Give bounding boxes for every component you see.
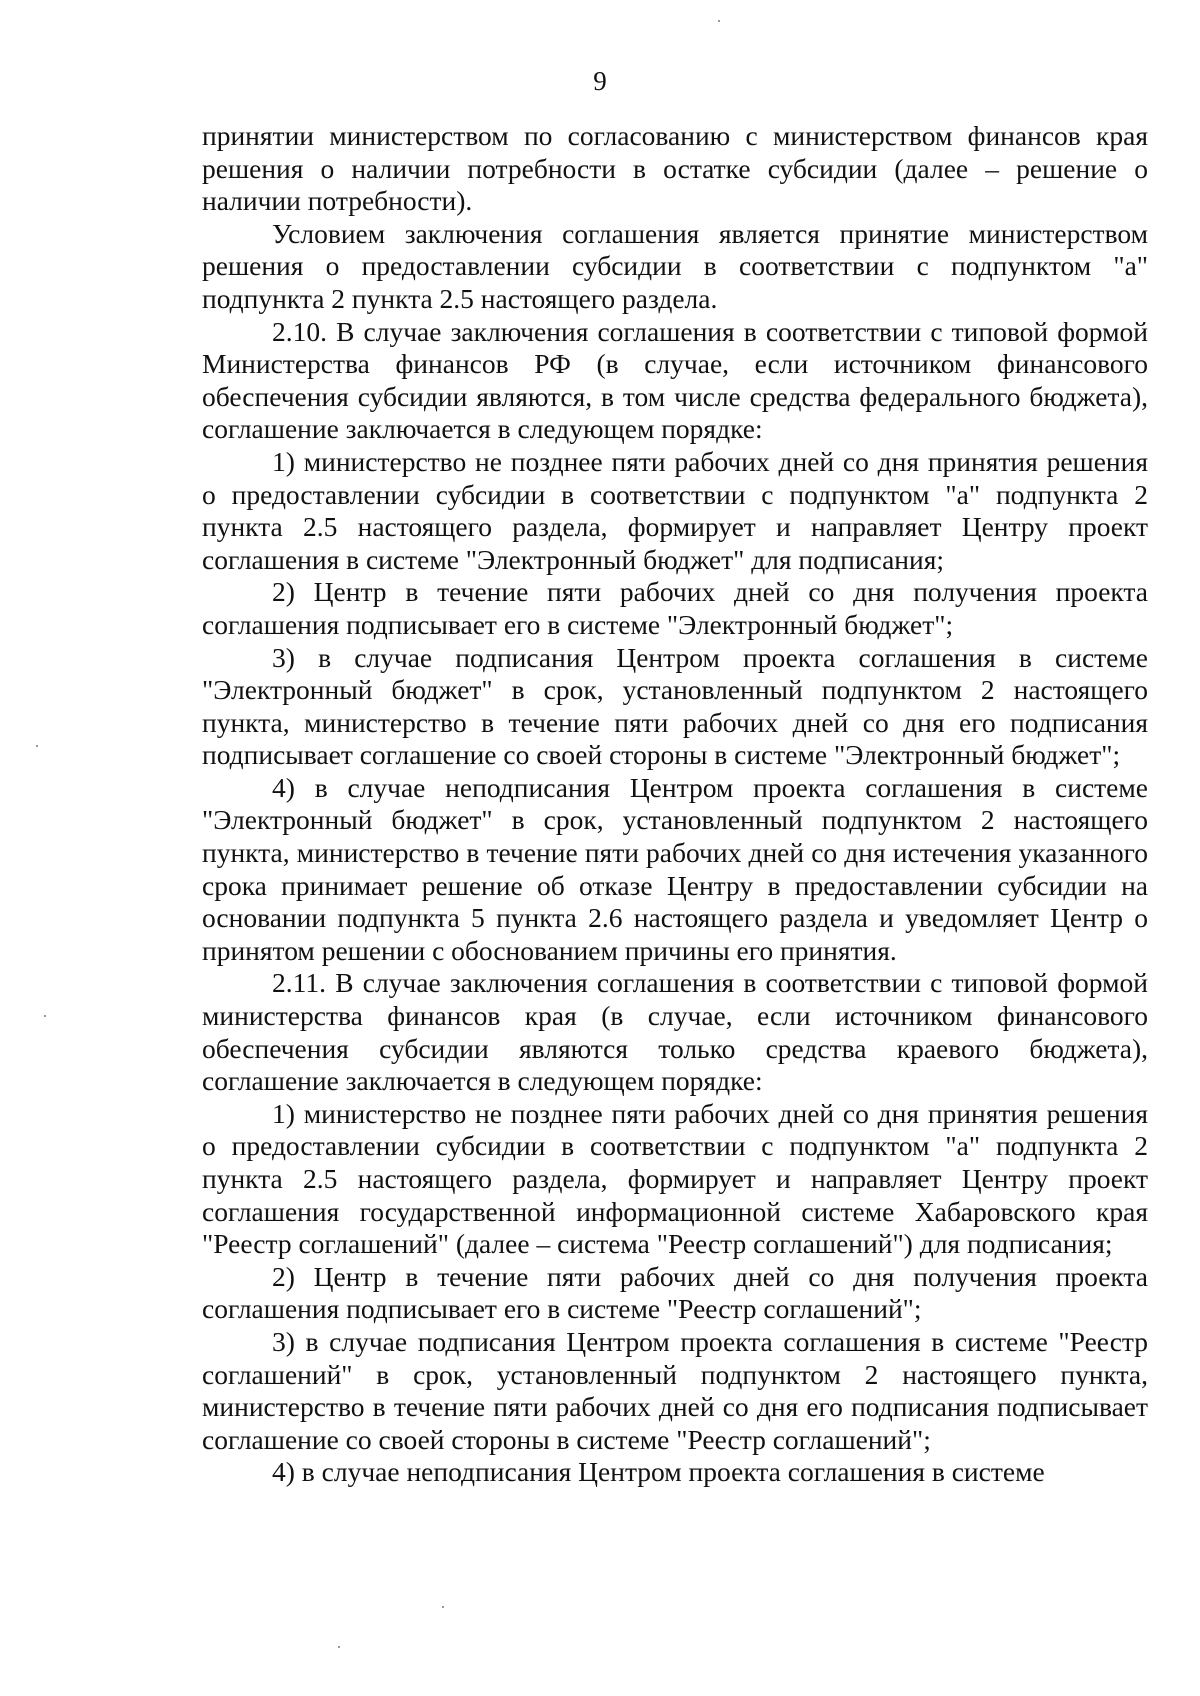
paragraph-2-11: 2.11. В случае заключения соглашения в соответствии с типовой формой министерства финансов края (в случае, если источником финансового обеспечения субсидии являются только средства краевого бюджета), соглашение заключается в следующем порядке:	[202, 967, 1148, 1097]
paragraph-2-10-item-1: 1) министерство не позднее пяти рабочих дней со дня принятия решения о предоставлении субсидии в соответствии с подпунктом "а" подпункта 2 пункта 2.5 настоящего раздела, формирует и направляет Центру проект соглашения в системе "Электронный бюджет" для подписания;	[202, 445, 1148, 575]
document-body	[202, 120, 1148, 1489]
scan-speck	[718, 20, 720, 22]
paragraph-condition: Условием заключения соглашения является принятие министерством решения о предоставлении субсидии в соответствии с подпунктом "а" подпункта 2 пункта 2.5 настоящего раздела.	[202, 217, 1148, 314]
paragraph-2-11-item-4: 4) в случае неподписания Центром проекта соглашения в системе	[272, 1456, 1045, 1488]
paragraph-continuation: принятии министерством по согласованию с министерством финансов края решения о наличии потребности в остатке субсидии (далее – решение о наличии потребности).	[202, 120, 1148, 217]
page-number: 9	[593, 66, 607, 96]
scan-speck	[36, 745, 38, 747]
paragraph-2-10-item-2: 2) Центр в течение пяти рабочих дней со дня получения проекта соглашения подписывает его в системе "Электронный бюджет";	[202, 576, 1148, 640]
scan-speck	[44, 1015, 46, 1017]
scan-speck	[442, 1606, 444, 1608]
paragraph-2-11-item-1: 1) министерство не позднее пяти рабочих дней со дня принятия решения о предоставлении субсидии в соответствии с подпунктом "а" подпункта 2 пункта 2.5 настоящего раздела, формирует и направляет Центру проект соглашения государственной информационной системе Хабаровского края "Реестр соглашений" (далее – система "Реестр соглашений") для подписания;	[202, 1097, 1148, 1260]
paragraph-2-11-item-2: 2) Центр в течение пяти рабочих дней со дня получения проекта соглашения подписывает его в системе "Реестр соглашений";	[202, 1260, 1148, 1325]
paragraph-2-10-item-3: 3) в случае подписания Центром проекта соглашения в системе "Электронный бюджет" в срок, установленный подпунктом 2 настоящего пункта, министерство в течение пяти рабочих дней со дня его подписания подписывает соглашение со своей стороны в системе "Электронный бюджет";	[202, 641, 1148, 771]
paragraph-2-10-item-4: 4) в случае неподписания Центром проекта соглашения в системе "Электронный бюджет" в срок, установленный подпунктом 2 настоящего пункта, министерство в течение пяти рабочих дней со дня истечения указанного срока принимает решение об отказе Центру в предоставлении субсидии на основании подпункта 5 пункта 2.6 настоящего раздела и уведомляет Центр о принятом решении с обоснованием причины его принятия.	[202, 771, 1148, 966]
scan-speck	[338, 1646, 340, 1648]
paragraph-2-10: 2.10. В случае заключения соглашения в соответствии с типовой формой Министерства финансов РФ (в случае, если источником финансового обеспечения субсидии являются, в том числе средства федерального бюджета), соглашение заключается в следующем порядке:	[202, 315, 1148, 445]
paragraph-2-11-item-3: 3) в случае подписания Центром проекта соглашения в системе "Реестр соглашений" в срок, установленный подпунктом 2 настоящего пункта, министерство в течение пяти рабочих дней со дня его подписания подписывает соглашение со своей стороны в системе "Реестр соглашений";	[202, 1325, 1148, 1455]
